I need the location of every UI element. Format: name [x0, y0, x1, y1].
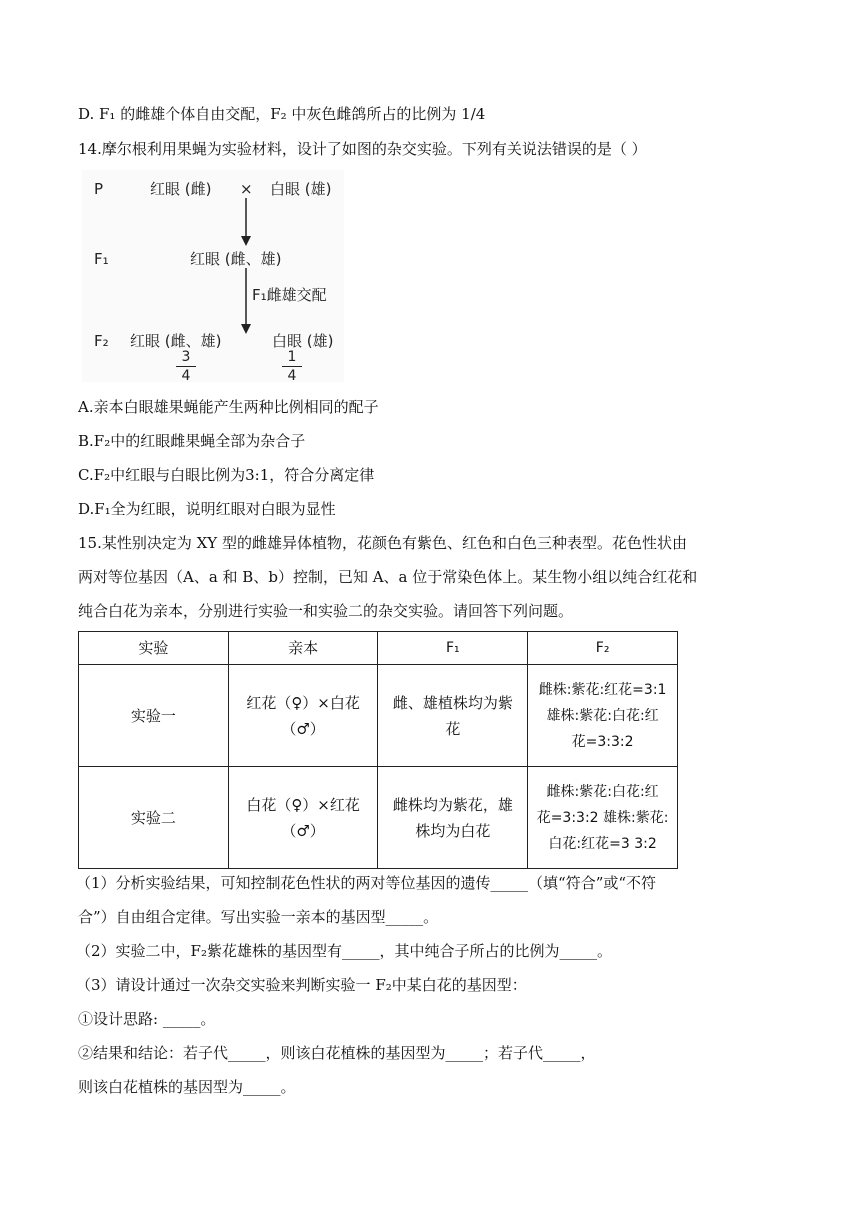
row2-parents-line: （♂）	[281, 821, 325, 840]
cross-diagram	[82, 170, 344, 382]
row1-f2-line: 雄株:紫花:白花:红	[546, 707, 659, 724]
f2-white-phenotype: 白眼 (雄)	[272, 332, 334, 350]
q15-result-line-1: ②结果和结论：若子代_____，则该白花植株的基因型为_____；若子代_____，	[78, 1044, 596, 1062]
q15-design-idea: ①设计思路: _____。	[78, 1010, 216, 1028]
row1-parents-line: （♂）	[281, 719, 325, 738]
cross-arrows	[82, 170, 344, 382]
p-female: 红眼 (雌)	[150, 180, 212, 198]
row1-f2	[528, 665, 678, 767]
row2-f2-line: 花=3:3:2 雄株:紫花:	[536, 809, 669, 826]
p-male: 白眼 (雄)	[270, 180, 332, 198]
q14-option-d: D.F₁全为红眼，说明红眼对白眼为显性	[78, 500, 336, 518]
experiment-table	[78, 631, 678, 869]
f2-red-numerator: 3	[181, 349, 191, 365]
f1-phenotype: 红眼 (雌、雄)	[190, 250, 282, 268]
header-experiment: 实验	[79, 632, 229, 665]
row2-f2	[528, 767, 678, 869]
row2-f2-line: 雌株:紫花:白花:红	[546, 783, 659, 800]
q14-option-a: A.亲本白眼雄果蝇能产生两种比例相同的配子	[78, 398, 379, 416]
f2-generation-label: F₂	[94, 332, 109, 350]
header-f1: F₁	[378, 632, 528, 665]
cross-symbol: ×	[240, 180, 253, 198]
q13-option-d: D. F₁ 的雌雄个体自由交配，F₂ 中灰色雌鸽所占的比例为 1/4	[78, 105, 486, 123]
row1-f1-line: 雌、雄植株均为紫	[392, 693, 513, 712]
header-f2: F₂	[528, 632, 678, 665]
row2-f1-line: 雌株均为紫花，雄	[392, 795, 513, 814]
row2-experiment: 实验二	[79, 767, 229, 869]
row1-experiment: 实验一	[79, 665, 229, 767]
row1-f2-line: 花=3:3:2	[571, 733, 634, 750]
q15-stem-line-3: 纯合白花为亲本，分别进行实验一和实验二的杂交实验。请回答下列问题。	[78, 602, 574, 620]
row1-parents-line: 红花（♀）×白花	[246, 693, 360, 712]
f2-red-denominator: 4	[181, 368, 191, 384]
q14-option-b: B.F₂中的红眼雌果蝇全部为杂合子	[78, 432, 306, 450]
table-header-row	[79, 632, 678, 665]
row1-f2-line: 雌株:紫花:红花=3:1	[538, 681, 667, 698]
header-parents: 亲本	[228, 632, 378, 665]
row2-f1-line: 株均为白花	[415, 821, 491, 840]
f2-red-fraction	[174, 349, 198, 384]
q15-stem-line-2: 两对等位基因（A、a 和 B、b）控制，已知 A、a 位于常染色体上。某生物小组以纯合红花和	[78, 568, 698, 586]
q15-question-1-line-1: （1）分析实验结果，可知控制花色性状的两对等位基因的遗传_____（填“符合”或“不符	[76, 874, 657, 892]
q14-option-c: C.F₂中红眼与白眼比例为3:1，符合分离定律	[78, 466, 375, 484]
q15-question-2: （2）实验二中，F₂紫花雄株的基因型有_____，其中纯合子所占的比例为_____。	[76, 942, 612, 960]
mating-label: F₁雌雄交配	[252, 286, 327, 304]
row1-f1	[378, 665, 528, 767]
f2-white-numerator: 1	[287, 349, 297, 365]
row1-f1-line: 花	[445, 719, 461, 738]
p-generation-label: P	[94, 180, 104, 198]
table-row	[79, 665, 678, 767]
table-row	[79, 767, 678, 869]
q15-stem-line-1: 15.某性别决定为 XY 型的雌雄异体植物，花颜色有紫色、红色和白色三种表型。花色性状由	[78, 534, 687, 552]
f2-white-fraction	[280, 349, 304, 384]
f2-red-phenotype: 红眼 (雌、雄)	[130, 332, 222, 350]
q15-question-3: （3）请设计通过一次杂交实验来判断实验一 F₂中某白花的基因型：	[76, 976, 527, 994]
f2-white-denominator: 4	[287, 368, 297, 384]
f1-generation-label: F₁	[94, 250, 109, 268]
row2-f1	[378, 767, 528, 869]
row1-parents	[228, 665, 378, 767]
row2-parents-line: 白花（♀）×红花	[246, 795, 360, 814]
q15-question-1-line-2: 合”）自由组合定律。写出实验一亲本的基因型_____。	[78, 908, 439, 926]
q15-result-line-2: 则该白花植株的基因型为_____。	[78, 1078, 296, 1096]
q14-stem: 14.摩尔根利用果蝇为实验材料，设计了如图的杂交实验。下列有关说法错误的是（ ）	[78, 140, 647, 158]
row2-parents	[228, 767, 378, 869]
row2-f2-line: 白花:红花=3 3:2	[548, 835, 657, 852]
